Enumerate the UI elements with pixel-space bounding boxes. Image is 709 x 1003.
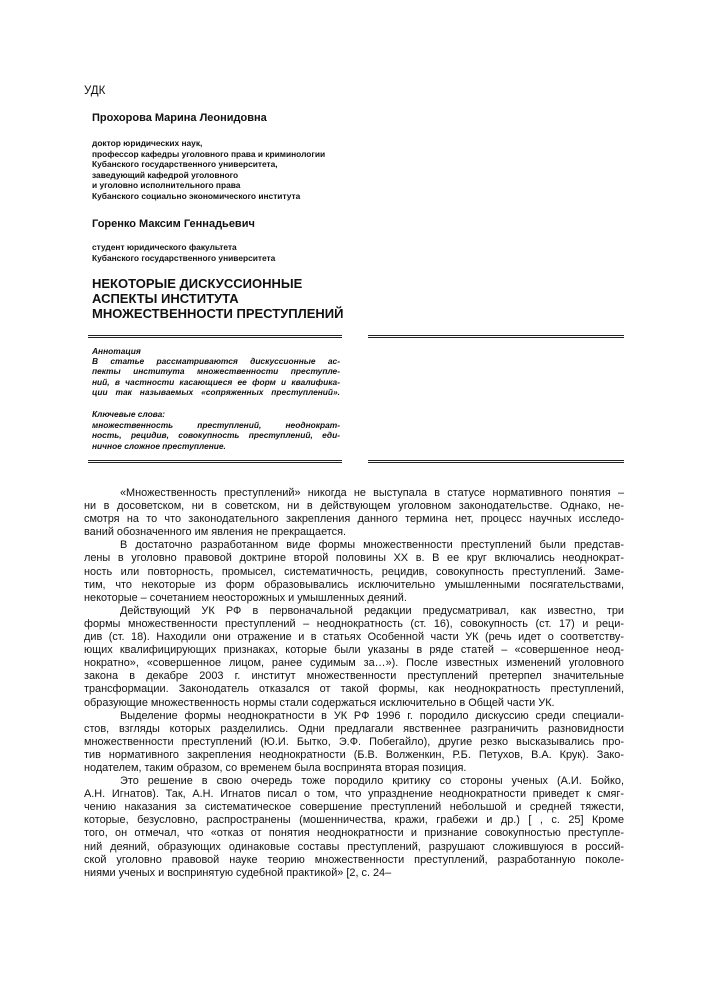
body-line: того, он отмечал, что «отказ от понятия неоднократности и признание совокупностью преступле- xyxy=(84,827,624,840)
affiliation-line: студент юридического факультета xyxy=(92,242,237,252)
annotation-heading: Аннотация xyxy=(92,346,141,356)
title-line: АСПЕКТЫ ИНСТИТУТА xyxy=(92,290,239,306)
body-line: тив нормативного закрепления неоднократности (Б.В. Волженкин, Р.Б. Петухов, В.А. Крук). Зако- xyxy=(84,748,624,761)
annotation-line: пекты института множественности преступле- xyxy=(92,366,340,377)
body-line: Действующий УК РФ в первоначальной редакции предусматривал, как известно, три xyxy=(120,604,624,617)
body-line: образующие множественность нормы стали содержаться исключительно в Общей части УК. xyxy=(84,696,555,709)
divider-rule xyxy=(368,460,624,463)
body-line: некоторые – сочетанием неосторожных и умышленных деяний. xyxy=(84,591,407,604)
keywords-line: ность, рецидив, совокупность преступлений, еди- xyxy=(92,430,340,441)
keywords-line: множественность преступлений, неоднократ- xyxy=(92,420,340,430)
body-line: «Множественность преступлений» никогда не выступала в статусе нормативного понятия – xyxy=(120,487,624,499)
title-line: МНОЖЕСТВЕННОСТИ ПРЕСТУПЛЕНИЙ xyxy=(92,305,344,321)
author-affiliation-1 xyxy=(92,138,325,202)
affiliation-line: профессор кафедры уголовного права и криминологии xyxy=(92,148,326,159)
body-line: нократно», «совершенное лицом, ранее судимым за…»). После известных изменений уголовного xyxy=(84,657,624,670)
affiliation-line: доктор юридических наук, xyxy=(92,138,203,148)
body-line: множественности преступлений (Ю.И. Бытко, Э.Ф. Побегайло), другие резко высказывались про- xyxy=(84,735,624,748)
author-name-1: Прохорова Марина Леонидовна xyxy=(92,112,267,124)
divider-rule xyxy=(88,335,342,338)
keywords-line: ничное сложное преступление. xyxy=(92,440,226,451)
article-title xyxy=(92,277,343,321)
body-line: формы множественности преступлений – неоднократность (ст. 16), совокупность (ст. 17) и реци- xyxy=(84,617,624,630)
body-line: ваний обозначенного им явления не прекращается. xyxy=(84,526,347,539)
body-line: закона в декабре 2003 г. институт множественности преступлений претерпел значительные xyxy=(84,670,624,683)
article-body xyxy=(84,487,624,880)
body-line: А.Н. Игнатов). Так, А.Н. Игнатов писал о том, что упразднение неоднократности приведет к смяг- xyxy=(84,788,624,801)
annotation-text xyxy=(92,356,340,398)
body-line: Это решение в свою очередь тоже породило критику со стороны ученых (А.И. Бойко, xyxy=(120,775,624,788)
body-line: ющих квалифицирующих признаках, которые были указаны в ряде статей – «совершенное неод- xyxy=(84,644,624,657)
body-line: нодателем, таким образом, со временем была воспринята вторая позиция. xyxy=(84,761,467,774)
body-line: ни в досоветском, ни в советском, ни в действующем уголовном законодательстве. Однако, не- xyxy=(84,500,624,513)
keywords-heading: Ключевые слова: xyxy=(92,409,166,419)
annotation-line: ции так называемых «сопряженных преступлений». xyxy=(92,387,340,398)
keywords-text xyxy=(92,420,340,451)
body-line: тим, что некоторые из форм образовывались исключительно умышленными посягательствами, xyxy=(84,578,624,591)
body-line: ской уголовно правовой науке теорию множественности преступлений, разработанную поколе- xyxy=(84,853,624,866)
body-line: В достаточно разработанном виде формы множественности преступлений были представ- xyxy=(120,539,624,552)
body-line: смотря на то что законодательного закрепления данного термина нет, процесс научных исследо- xyxy=(84,513,624,526)
divider-rule xyxy=(368,335,624,338)
body-line: трансформации. Законодатель отказался от такой формы, как неоднократность преступлений, xyxy=(84,683,624,696)
body-line: стов, взгляды которых разделились. Одни предлагали явственнее разграничить разновидности xyxy=(84,722,624,735)
annotation-line: ний, в частности касающиеся ее форм и квалифика- xyxy=(92,376,340,387)
body-line: лены в уголовно правовой доктрине второй половины XX в. В ее круг включались неоднократ- xyxy=(84,552,624,565)
affiliation-line: Кубанского государственного университета, xyxy=(92,159,278,170)
affiliation-line: Кубанского социально экономического института xyxy=(92,190,301,201)
udk-label: УДК xyxy=(84,85,106,97)
body-line: див (ст. 18). Находили они отражение и в статьях Особенной части УК (речь идет о соответству- xyxy=(84,631,624,644)
body-line: чению наказания за систематическое совершение преступлений небольшой и средней тяжести, xyxy=(84,801,624,814)
affiliation-line: Кубанского государственного университета xyxy=(92,252,276,263)
annotation-line: В статье рассматриваются дискуссионные ас- xyxy=(92,356,340,366)
body-line: ность или повторность, промысел, систематичность, рецидив, совокупность преступлений. Заме- xyxy=(84,565,624,578)
title-line: НЕКОТОРЫЕ ДИСКУССИОННЫЕ xyxy=(92,276,303,291)
divider-rule xyxy=(88,460,342,463)
body-line: ниями ученых и воспринятую судебной практикой» [2, с. 24– xyxy=(84,866,392,879)
author-name-2: Горенко Максим Геннадьевич xyxy=(92,218,255,230)
author-affiliation-2 xyxy=(92,242,275,263)
body-line: которые, безусловно, распространены (мошенничества, кражи, грабежи и др.) [ , с. 25] Кроме xyxy=(84,814,624,827)
affiliation-line: заведующий кафедрой уголовного xyxy=(92,169,239,180)
body-line: Выделение формы неоднократности в УК РФ 1996 г. породило дискуссию среди специали- xyxy=(120,709,624,722)
body-line: ний деяний, образующих одинаковые составы преступлений, разрушают сложившуюся в россий- xyxy=(84,840,624,853)
affiliation-line: и уголовно исполнительного права xyxy=(92,180,241,191)
